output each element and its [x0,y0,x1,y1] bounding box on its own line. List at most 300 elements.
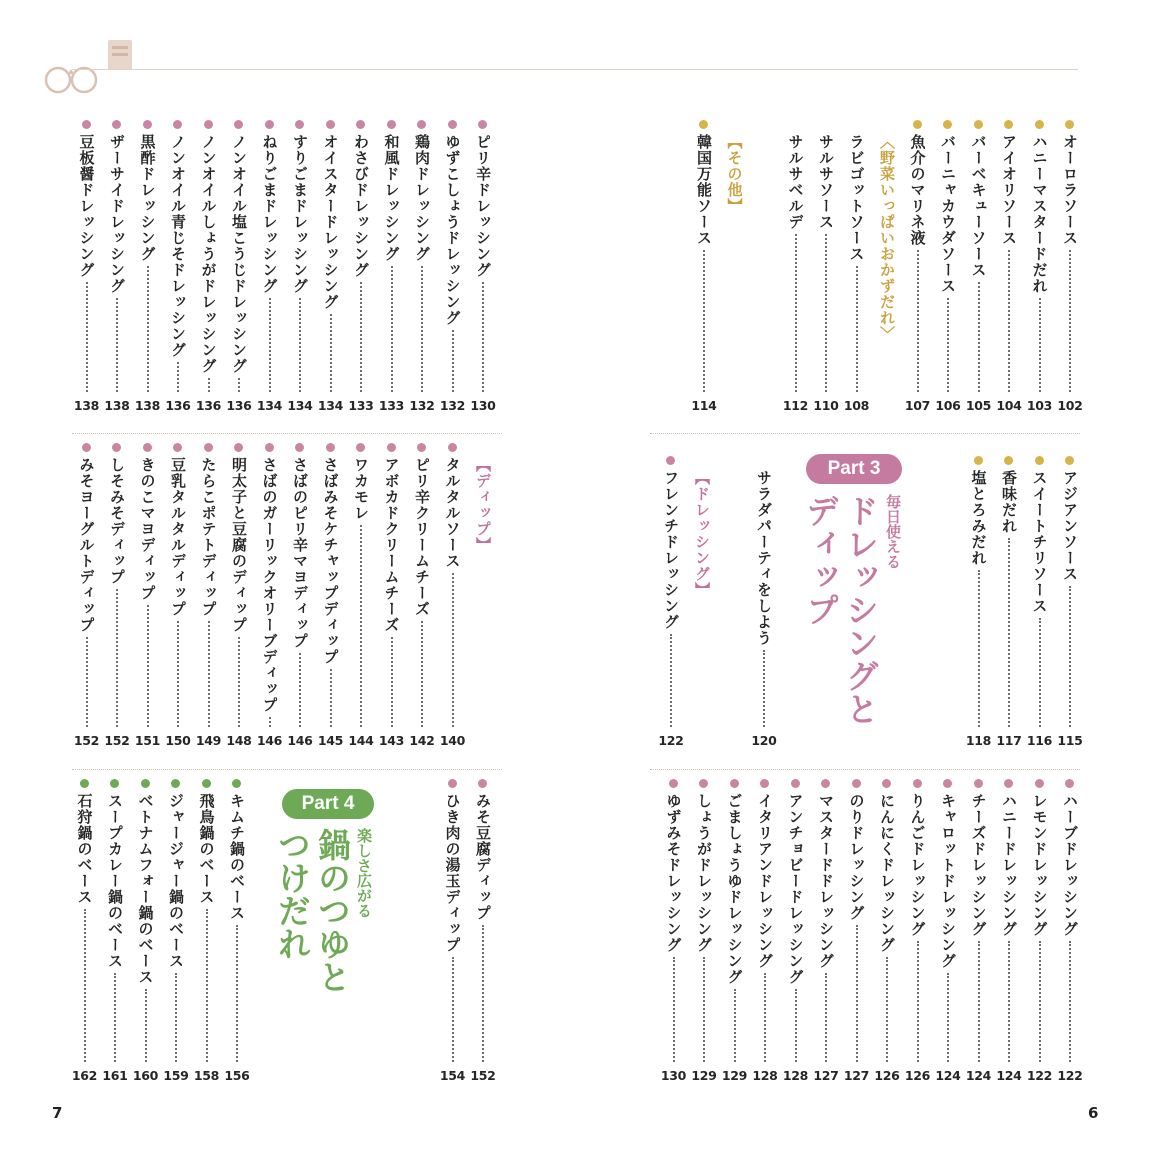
green-bullet-icon [80,779,89,788]
yellow-bullet-icon [699,120,708,129]
toc-entry-title: レモンドレッシング [1030,793,1049,937]
toc-entry-title: アボカドクリームチーズ [382,457,401,633]
toc-entry-title: ベトナムフォー鍋のベース [136,793,155,985]
yellow-bullet-icon [1065,456,1074,465]
toc-entry-title: キャロットドレッシング [939,793,957,969]
dotted-leader [360,282,362,392]
pink-bullet-icon [669,779,678,788]
dotted-leader [947,298,949,392]
toc-entry [288,443,312,751]
section-divider [650,433,1080,434]
dotted-leader [299,653,301,727]
toc-entry-title: 韓国万能ソース [695,134,713,246]
toc-page-number: 124 [935,1068,961,1083]
toc-entry [875,120,899,416]
section-divider [72,433,502,434]
toc-page-number: 112 [782,398,809,413]
dotted-leader [978,282,980,392]
pink-bullet-icon [112,443,121,452]
toc-page-number: 107 [904,398,931,413]
yellow-bullet-icon [1004,456,1013,465]
toc-page-number: 122 [1026,1068,1053,1083]
toc-entry [784,120,808,416]
toc-entry-title: ジャージャー鍋のベース [167,793,185,969]
toc-page-number: 134 [256,398,283,413]
toc-entry-title: オーロラソース [1061,134,1079,246]
toc-page-number: 140 [439,733,466,748]
toc-entry [1058,779,1082,1086]
dotted-leader [482,925,484,1062]
toc-page-number: 129 [691,1068,717,1083]
toc-page-number: 133 [348,398,374,413]
pink-bullet-icon [417,120,426,129]
toc-entry-title: イタリアンドレッシング [756,793,774,969]
dotted-leader [206,909,208,1062]
toc-entry-title: 黒酢ドレッシング [138,134,157,262]
part3-badge: Part 3 [806,454,902,484]
dotted-leader [670,634,672,727]
dotted-leader [734,989,736,1062]
toc-page-number: 116 [1026,733,1053,748]
toc-entry-title: りんごドレッシング [908,793,927,937]
dotted-leader [978,570,980,727]
toc-entry [814,779,838,1086]
toc-entry-title: バーベキューソース [969,134,988,278]
pink-bullet-icon [730,779,739,788]
toc-page-number: 118 [965,733,992,748]
toc-entry-title: ハニードレッシング [1000,793,1018,937]
toc-entry-title: バーニャカウダソース [939,134,957,294]
toc-entry-title: チーズドレッシング [969,793,988,937]
green-bullet-icon [141,779,150,788]
toc-entry [723,779,747,1086]
dotted-leader [825,234,827,392]
toc-entry-title: ごましょうゆドレッシング [725,793,744,985]
part4-title: 鍋のつゆと つけだれ [273,828,352,993]
toc-entry [1058,456,1082,751]
green-bullet-icon [232,779,241,788]
toc-entry-title: たらこポテトディップ [199,457,218,617]
toc-entry-category [690,456,714,751]
toc-entry [410,443,434,751]
dotted-leader [86,282,88,392]
toc-page-number: 143 [378,733,405,748]
yellow-bullet-icon [913,120,922,129]
toc-entry-title: ねりごまドレッシング [260,134,279,294]
yellow-bullet-icon [974,456,983,465]
pink-bullet-icon [112,120,121,129]
toc-page-number: 128 [752,1068,778,1083]
pink-bullet-icon [448,443,457,452]
toc-page-number: 124 [965,1068,992,1083]
dotted-leader [1008,941,1010,1062]
toc-entry [227,443,251,751]
toc-page-number: 128 [782,1068,809,1083]
toc-entry [997,779,1021,1086]
toc-category-label: 〈野菜いっぱいおかずだれ〉 [878,134,896,342]
header-rule [72,69,1078,70]
toc-page-number: 152 [470,1068,496,1083]
toc-page-number: 136 [226,398,252,413]
dotted-leader [856,925,858,1062]
dotted-leader [269,717,271,727]
toc-entry-title: ハニーマスタードだれ [1030,134,1049,294]
toc-entry [692,779,716,1086]
toc-page-number: 144 [348,733,374,748]
toc-entry-title: しょうがドレッシング [695,793,713,953]
toc-page-number: 115 [1057,733,1083,748]
toc-entry [471,120,495,416]
pink-bullet-icon [295,120,304,129]
section-divider [650,769,1080,770]
toc-entry-title: 香味だれ [1000,470,1018,534]
toc-page-number: 146 [256,733,283,748]
toc-entry [936,779,960,1086]
toc-category-label: 【その他】 [725,134,744,214]
section-divider [72,769,502,770]
yellow-bullet-icon [1035,456,1044,465]
toc-entry-title: マスタードドレッシング [817,793,835,969]
toc-entry [197,120,221,416]
toc-entry-title: にんにくドレッシング [878,793,896,953]
dotted-leader [114,973,116,1062]
dotted-leader [917,941,919,1062]
pink-bullet-icon [821,779,830,788]
toc-page-number: 145 [317,733,344,748]
pink-bullet-icon [326,443,335,452]
dotted-leader [116,589,118,727]
pink-bullet-icon [1035,779,1044,788]
toc-entry [197,443,221,751]
toc-entry-title: ひき肉の湯玉ディップ [443,793,462,953]
pink-bullet-icon [82,120,91,129]
pink-bullet-icon [204,443,213,452]
toc-entry [105,443,129,751]
toc-page-number: 149 [195,733,222,748]
toc-entry-title: ラビゴットソース [847,134,866,262]
pink-bullet-icon [974,779,983,788]
pink-bullet-icon [417,443,426,452]
dotted-leader [1039,618,1041,727]
toc-entry-title: ピリ辛クリームチーズ [413,457,431,617]
toc-entry [906,779,930,1086]
toc-entry-title: 和風ドレッシング [382,134,401,262]
green-bullet-icon [171,779,180,788]
toc-page-number: 126 [874,1068,900,1083]
toc-page-number: 129 [721,1068,748,1083]
yellow-bullet-icon [1035,120,1044,129]
pink-bullet-icon [82,443,91,452]
toc-page-number: 161 [102,1068,128,1083]
toc-page-number: 136 [165,398,191,413]
dotted-leader [421,266,423,392]
toc-page-number: 146 [287,733,313,748]
toc-entry [75,443,99,751]
yellow-bullet-icon [943,120,952,129]
dotted-leader [391,637,393,727]
toc-page-number: 152 [104,733,130,748]
toc-entry-title: みそヨーグルトディップ [77,457,96,633]
toc-entry [471,443,495,751]
dotted-leader [947,973,949,1062]
toc-page-number: 127 [843,1068,870,1083]
pink-bullet-icon [666,456,675,465]
toc-page-number: 120 [751,733,777,748]
yellow-bullet-icon [1004,120,1013,129]
toc-entry [75,120,99,416]
toc-entry-title: ノンオイル塩こうじドレッシング [230,134,248,374]
toc-entry [845,120,869,416]
toc-entry [166,120,190,416]
pink-bullet-icon [204,120,213,129]
page-number-left: 7 [52,1104,63,1122]
dotted-leader [86,637,88,727]
toc-entry [380,443,404,751]
toc-entry-title: さばのガーリックオリーブディップ [260,457,279,713]
dotted-leader [236,925,238,1062]
pink-bullet-icon [326,120,335,129]
pink-bullet-icon [143,120,152,129]
toc-entry [967,120,991,416]
toc-entry-title: ゆずみそドレッシング [664,793,683,953]
toc-entry-title: オイスタードレッシング [321,134,340,310]
toc-entry-title: 石狩鍋のベース [75,793,94,905]
toc-entry [195,779,219,1086]
toc-entry [225,779,249,1086]
toc-entry-title: アイオリソース [1000,134,1018,246]
yellow-bullet-icon [974,120,983,129]
toc-page-number: 138 [134,398,161,413]
dotted-leader [177,621,179,727]
toc-entry [441,779,465,1086]
dotted-leader [238,378,240,392]
toc-entry [103,779,127,1086]
page-number-right: 6 [1088,1104,1099,1122]
pink-bullet-icon [478,779,487,788]
toc-category-label: 【ディップ】 [474,457,492,553]
dotted-leader [84,909,86,1062]
toc-entry [258,120,282,416]
toc-entry [1058,120,1082,416]
dotted-leader [269,298,271,392]
green-bullet-icon [202,779,211,788]
toc-page-number: 138 [73,398,100,413]
toc-entry-title: ハーブドレッシング [1061,793,1079,937]
part4-subtitle: 楽しさ広がる [355,828,373,918]
toc-page-number: 110 [813,398,839,413]
dotted-leader [299,298,301,392]
toc-entry [875,779,899,1086]
dotted-leader [238,637,240,727]
toc-entry [936,120,960,416]
toc-page-number: 142 [409,733,435,748]
toc-page-number: 158 [193,1068,220,1083]
dotted-leader [330,669,332,727]
yellow-bullet-icon [1065,120,1074,129]
pink-bullet-icon [265,443,274,452]
toc-entry [349,443,373,751]
pink-bullet-icon [943,779,952,788]
pink-bullet-icon [173,120,182,129]
toc-entry [471,779,495,1086]
dotted-leader [1039,941,1041,1062]
dotted-leader [795,989,797,1062]
pink-bullet-icon [699,779,708,788]
pink-bullet-icon [852,779,861,788]
toc-entry [997,120,1021,416]
toc-page-number: 104 [996,398,1022,413]
pink-bullet-icon [913,779,922,788]
dotted-leader [917,250,919,392]
toc-entry [136,120,160,416]
pink-bullet-icon [387,120,396,129]
dotted-leader [856,266,858,392]
toc-page-number: 117 [996,733,1022,748]
toc-entry-title: 塩とろみだれ [969,470,988,566]
pink-bullet-icon [356,120,365,129]
dotted-leader [145,989,147,1062]
toc-entry-title: 明太子と豆腐のディップ [230,457,248,633]
toc-entry [814,120,838,416]
toc-entry [105,120,129,416]
toc-entry-title: 豆乳タルタルディップ [169,457,187,617]
toc-entry-title: ザーサイドレッシング [108,134,126,294]
toc-entry [662,779,686,1086]
dotted-leader [825,973,827,1062]
pink-bullet-icon [791,779,800,788]
toc-page-number: 127 [813,1068,839,1083]
toc-entry [441,120,465,416]
toc-page-number: 122 [658,733,684,748]
pink-bullet-icon [1004,779,1013,788]
toc-page-number: 152 [73,733,100,748]
toc-entry-title: さばみそケチャップディップ [321,457,340,665]
dotted-leader [175,973,177,1062]
toc-page-number: 150 [165,733,191,748]
toc-entry-title: サルサソース [817,134,835,230]
toc-page-number: 133 [378,398,405,413]
dotted-leader [1069,586,1071,727]
toc-page-number: 106 [935,398,961,413]
toc-entry-intro [752,456,776,751]
toc-page-number: 162 [71,1068,98,1083]
toc-page-number: 124 [996,1068,1022,1083]
toc-category-label: 【ドレッシング】 [693,470,711,598]
dotted-leader [482,282,484,392]
toc-page-number: 156 [224,1068,250,1083]
dotted-leader [978,941,980,1062]
toc-page-number: 134 [317,398,344,413]
dotted-leader [1008,538,1010,727]
toc-page-number: 102 [1057,398,1083,413]
toc-entry [258,443,282,751]
dotted-leader [1039,298,1041,392]
dotted-leader [703,250,705,392]
toc-entry-title: すりごまドレッシング [291,134,309,294]
toc-entry-title: フレンチドレッシング [662,470,680,630]
toc-entry [659,456,683,751]
toc-page-number: 138 [104,398,130,413]
pink-bullet-icon [882,779,891,788]
dotted-leader [452,957,454,1062]
pink-bullet-icon [1065,779,1074,788]
toc-entry-title: タルタルソース [443,457,462,569]
pink-bullet-icon [448,120,457,129]
toc-entry [134,779,158,1086]
dotted-leader [673,957,675,1062]
toc-entry-title: アンチョビードレッシング [786,793,805,985]
pink-bullet-icon [234,120,243,129]
dotted-leader [147,605,149,727]
dotted-leader [703,957,705,1062]
toc-entry-title: ピリ辛ドレッシング [474,134,492,278]
header-decoration-icon [42,38,142,98]
pink-bullet-icon [143,443,152,452]
dotted-leader [360,525,362,727]
toc-page-number: 130 [660,1068,687,1083]
green-bullet-icon [110,779,119,788]
toc-entry-title: しそみそディップ [108,457,126,585]
toc-entry [380,120,404,416]
toc-entry-title: きのこマヨディップ [138,457,157,601]
toc-entry [410,120,434,416]
dotted-leader [391,266,393,392]
toc-entry-title: さばのピリ辛マヨディップ [291,457,309,649]
toc-entry-title: サラダパーティをしよう [755,470,773,646]
pink-bullet-icon [356,443,365,452]
toc-entry-title: 飛鳥鍋のベース [197,793,216,905]
toc-entry-title: ワカモレ [352,457,370,521]
dotted-leader [330,314,332,392]
toc-page-number: 132 [409,398,435,413]
pink-bullet-icon [387,443,396,452]
toc-entry-title: サルサベルデ [786,134,805,230]
pink-bullet-icon [760,779,769,788]
pink-bullet-icon [234,443,243,452]
toc-entry-title: 魚介のマリネ液 [908,134,927,246]
toc-entry-title: 鶏肉ドレッシング [413,134,431,262]
toc-page-number: 159 [163,1068,189,1083]
toc-entry-title: ゆずこしょうドレッシング [443,134,462,326]
toc-entry-title: みそ豆腐ディップ [474,793,492,921]
toc-page-number: 151 [134,733,161,748]
toc-entry-title: アジアンソース [1061,470,1079,582]
toc-page-number: 160 [132,1068,159,1083]
toc-page-number: 134 [287,398,313,413]
toc-page-number: 114 [691,398,717,413]
pink-bullet-icon [265,120,274,129]
toc-entry [1028,120,1052,416]
pink-bullet-icon [478,120,487,129]
toc-page-number: 132 [439,398,466,413]
toc-page-number: 126 [904,1068,931,1083]
toc-page-number: 122 [1057,1068,1083,1083]
toc-entry [319,120,343,416]
dotted-leader [452,330,454,392]
toc-entry-title: スイートチリソース [1030,470,1049,614]
dotted-leader [147,266,149,392]
toc-entry-title: スープカレー鍋のベース [106,793,124,969]
toc-entry [906,120,930,416]
pink-bullet-icon [173,443,182,452]
toc-entry [441,443,465,751]
dotted-leader [1069,941,1071,1062]
dotted-leader [421,621,423,727]
toc-page-number: 105 [965,398,992,413]
toc-entry [73,779,97,1086]
toc-entry-title: キムチ鍋のベース [228,793,246,921]
toc-entry-title: わさびドレッシング [352,134,370,278]
